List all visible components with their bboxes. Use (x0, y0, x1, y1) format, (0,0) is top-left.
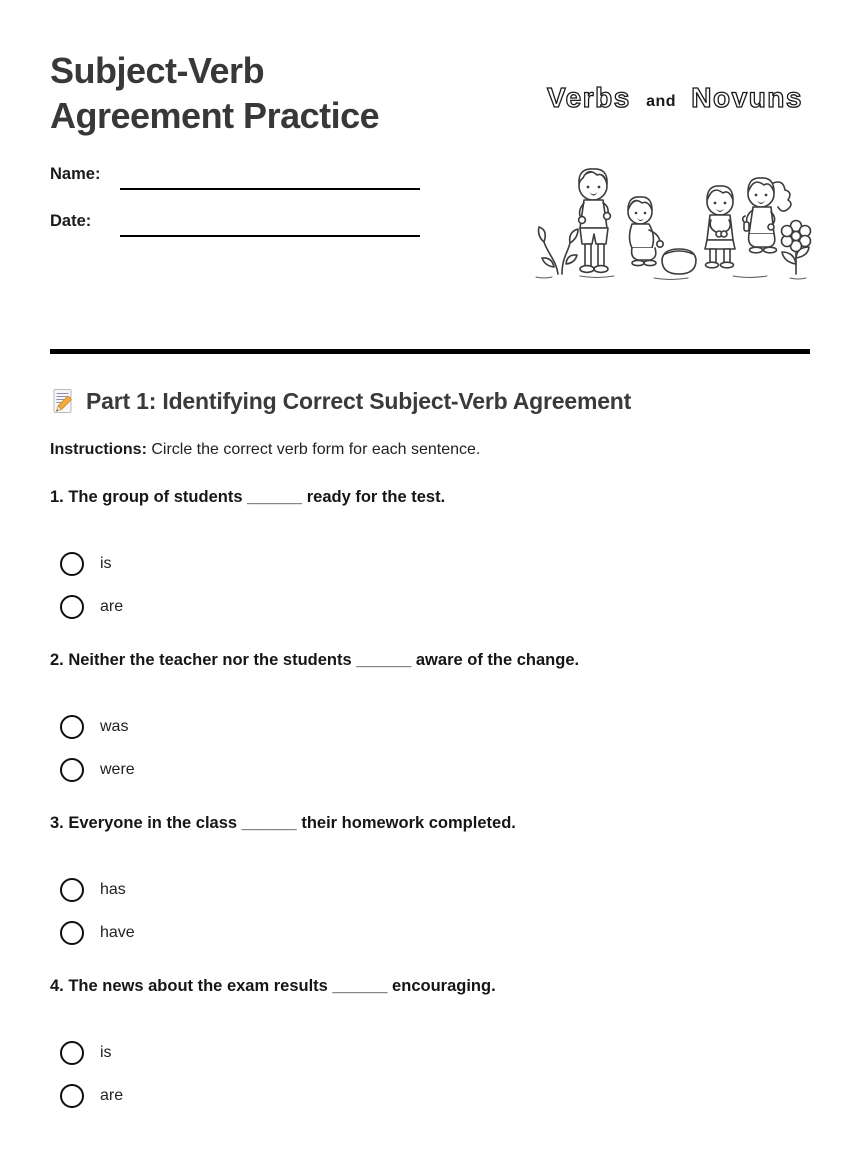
page-title: Subject-Verb Agreement Practice (50, 50, 380, 136)
name-label: Name: (50, 165, 101, 183)
option-row[interactable] (50, 758, 820, 782)
sitting-boy (705, 186, 735, 268)
flower-right (782, 221, 811, 275)
radio-button[interactable] (60, 921, 84, 945)
question-block (50, 975, 820, 1108)
questions-list (50, 486, 820, 1138)
option-label: is (100, 1044, 112, 1061)
option-label: was (100, 718, 129, 735)
question-text: 1. The group of students ______ ready for the test. (50, 488, 446, 506)
option-label: were (100, 761, 135, 778)
instructions-label: Instructions: (50, 441, 147, 458)
instructions-text: Circle the correct verb form for each sentence. (146, 441, 481, 458)
date-label: Date: (50, 212, 92, 230)
memo-icon (50, 388, 77, 415)
question-text: 3. Everyone in the class ______ their homework completed. (50, 814, 516, 832)
question-block (50, 486, 820, 619)
part1-heading (50, 388, 631, 415)
verbs-and-nouns-logo (532, 76, 818, 120)
date-input-line[interactable] (120, 235, 420, 237)
question-text: 2. Neither the teacher nor the students ______ aware of the change. (50, 651, 580, 669)
option-label: is (100, 555, 112, 572)
question-text: 4. The news about the exam results ______ encouraging. (50, 977, 496, 995)
logo-word-and: and (646, 93, 677, 110)
instructions (50, 441, 480, 459)
option-row[interactable] (50, 1084, 820, 1108)
option-row[interactable] (50, 921, 820, 945)
radio-button[interactable] (60, 595, 84, 619)
question-block (50, 649, 820, 782)
radio-button[interactable] (60, 758, 84, 782)
standing-boy (579, 169, 611, 272)
logo-word-nouns: Novuns (691, 82, 803, 113)
pot (662, 249, 696, 274)
radio-button[interactable] (60, 1084, 84, 1108)
children-illustration (528, 150, 815, 282)
option-label: are (100, 598, 124, 615)
option-row[interactable] (50, 878, 820, 902)
options (50, 1041, 820, 1108)
options (50, 715, 820, 782)
option-row[interactable] (50, 552, 820, 576)
radio-button[interactable] (60, 552, 84, 576)
option-label: have (100, 924, 135, 941)
svg-text:Verbs and Novuns (547, 81, 803, 113)
option-label: are (100, 1087, 124, 1104)
radio-button[interactable] (60, 715, 84, 739)
option-label: has (100, 881, 126, 898)
options (50, 552, 820, 619)
logo-word-verbs: Verbs (547, 82, 631, 113)
option-row[interactable] (50, 715, 820, 739)
crouching-boy (628, 197, 663, 266)
option-row[interactable] (50, 595, 820, 619)
name-input-line[interactable] (120, 188, 420, 190)
part1-heading-text: Part 1: Identifying Correct Subject-Verb Agreement (86, 388, 632, 414)
question-block (50, 812, 820, 945)
option-row[interactable] (50, 1041, 820, 1065)
radio-button[interactable] (60, 878, 84, 902)
plant-left (539, 227, 578, 274)
options (50, 878, 820, 945)
radio-button[interactable] (60, 1041, 84, 1065)
section-divider (50, 349, 810, 354)
